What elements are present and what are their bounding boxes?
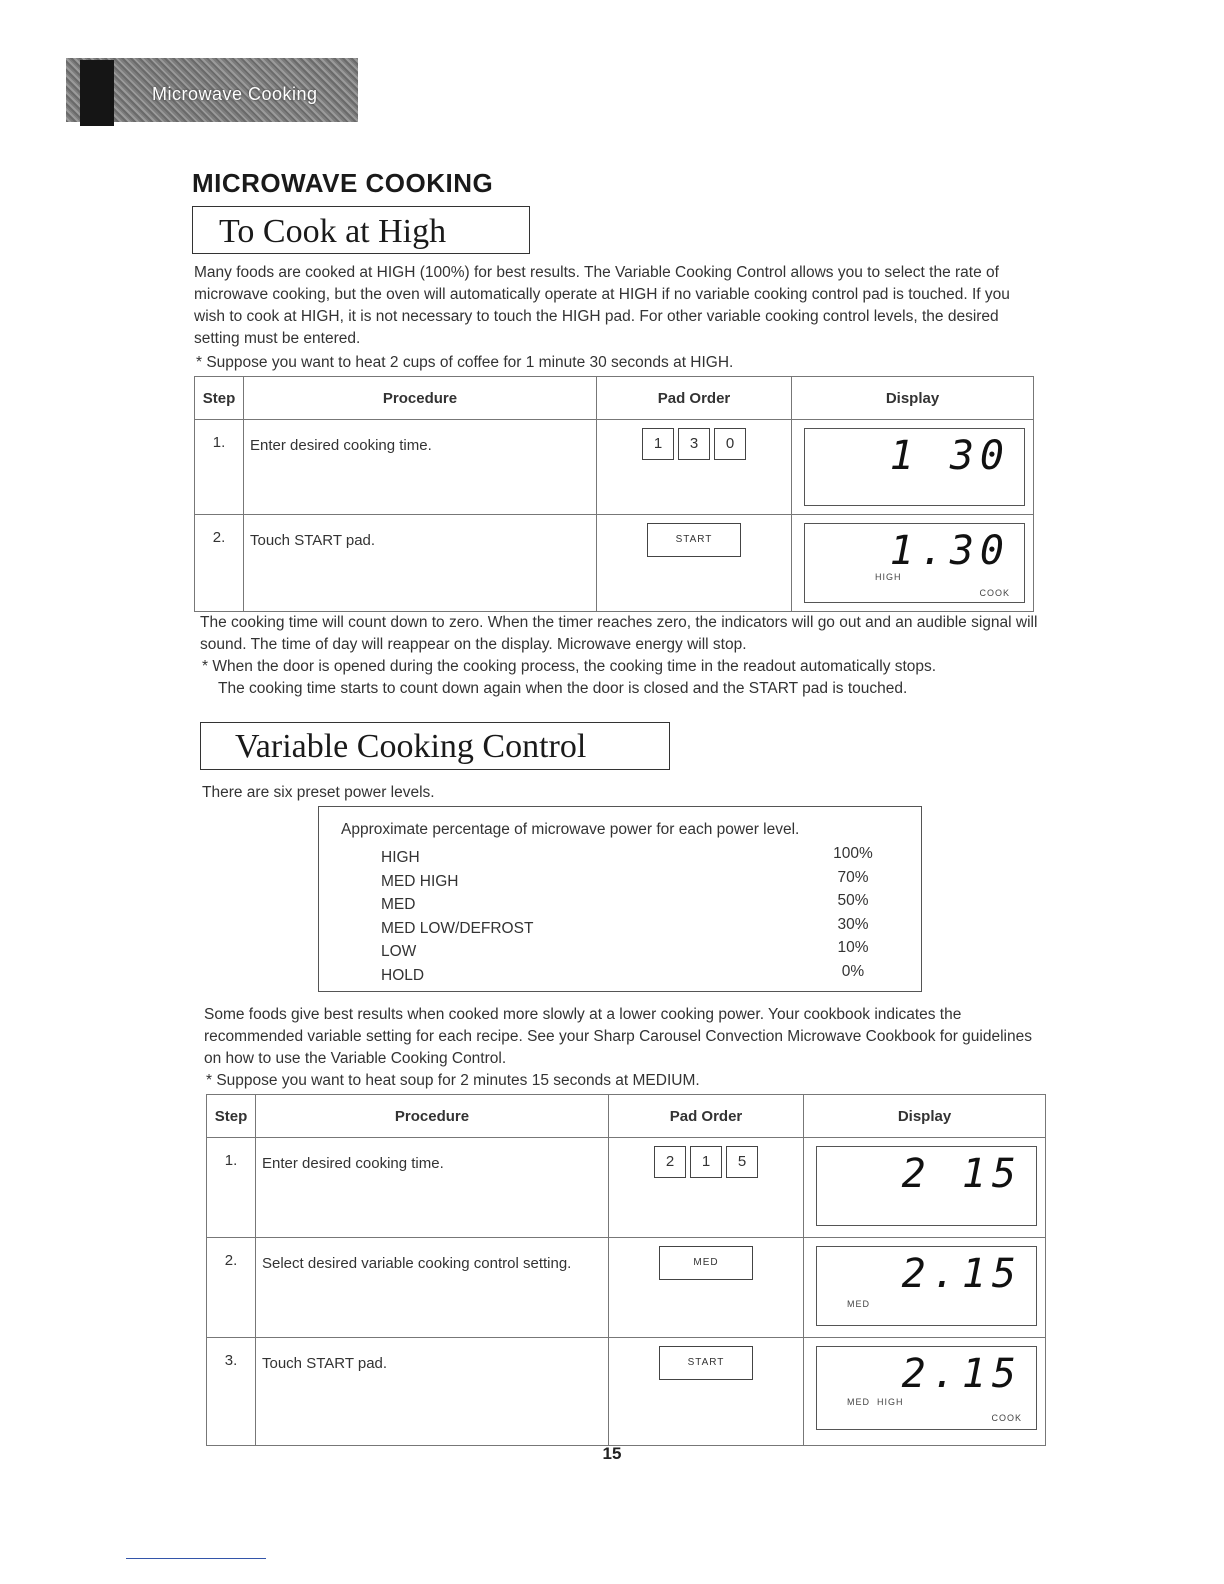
step-procedure: Touch START pad. [256,1338,609,1446]
pad-order [609,1138,804,1238]
cook-indicator: COOK [991,1413,1022,1423]
start-pad[interactable]: START [659,1346,753,1380]
step-number: 1. [207,1138,256,1238]
power-levels-box [318,806,922,992]
power-levels-list [381,845,881,986]
high-after-3: The cooking time starts to count down again when the door is closed and the START pad is touched. [218,680,908,697]
number-pad-0[interactable]: 0 [714,428,746,460]
lcd-display [816,1246,1037,1326]
step-procedure: Enter desired cooking time. [244,420,597,515]
pad-order [597,515,792,612]
power-level-row [381,963,881,987]
pad-order-header: Pad Order [609,1095,804,1138]
power-level-row [381,939,881,963]
display-cell [804,1338,1046,1446]
page-number: 15 [602,1444,622,1463]
high-indicator: HIGH [875,572,902,582]
power-level-name: MED HIGH [381,872,459,890]
section-title: MICROWAVE COOKING [192,168,494,198]
lcd-display [804,428,1025,506]
display-header: Display [804,1095,1046,1138]
high-after-2: * When the door is opened during the cooking process, the cooking time in the readout automatically stops. [202,658,937,675]
power-level-percent: 0% [841,962,865,980]
step-header: Step [195,377,244,420]
lcd-digits: 2 15 [901,1151,1022,1197]
step-number: 3. [207,1338,256,1446]
lcd-display [804,523,1025,603]
step-header: Step [207,1095,256,1138]
display-cell [792,420,1034,515]
med-pad[interactable]: MED [659,1246,753,1280]
variable-para: Some foods give best results when cooked more slowly at a lower cooking power. Your cookbook indicates the recommended variable setting for each recipe. See your Sharp Carousel Convection Microwave Cookbook for guidelines on how to use the Variable Cooking Control. [204,1006,1032,1067]
power-level-row [381,845,881,869]
lcd-digits: 2.15 [901,1351,1022,1397]
power-level-row [381,869,881,893]
number-pad-1[interactable]: 1 [690,1146,722,1178]
power-level-name: MED LOW/DEFROST [381,919,534,937]
pad-order [609,1338,804,1446]
power-level-percent: 100% [833,845,873,862]
header-tab-marker [80,60,114,126]
footer-rule [126,1558,266,1559]
power-level-name: HOLD [381,966,425,984]
step-number: 2. [207,1238,256,1338]
power-level-row [381,916,881,940]
power-level-percent: 30% [837,915,869,933]
high-example: * Suppose you want to heat 2 cups of coffee for 1 minute 30 seconds at HIGH. [196,354,734,371]
lcd-digits: 2.15 [901,1251,1022,1297]
variable-title: Variable Cooking Control [200,722,670,770]
number-pad-3[interactable]: 3 [678,428,710,460]
power-level-name: HIGH [381,849,420,866]
display-header: Display [792,377,1034,420]
procedure-header: Procedure [244,377,597,420]
number-pad-5[interactable]: 5 [726,1146,758,1178]
med-indicator: MED [847,1299,870,1309]
step-number: 1. [195,420,244,515]
pad-order [609,1238,804,1338]
pad-order [597,420,792,515]
display-cell [792,515,1034,612]
power-levels-heading: Approximate percentage of microwave power for each power level. [341,821,800,838]
lcd-digits: 1 30 [889,433,1010,479]
header-tab-label: Microwave Cooking [152,84,318,104]
med-high-indicator: MED HIGH [847,1397,904,1407]
number-pad-1[interactable]: 1 [642,428,674,460]
number-pad-2[interactable]: 2 [654,1146,686,1178]
step-number: 2. [195,515,244,612]
power-level-percent: 50% [837,892,869,909]
step-procedure: Touch START pad. [244,515,597,612]
lcd-digits: 1.30 [889,528,1010,574]
lcd-display [816,1346,1037,1430]
variable-intro: There are six preset power levels. [202,784,435,801]
start-pad[interactable]: START [647,523,741,557]
high-title: To Cook at High [192,206,530,254]
cook-indicator: COOK [979,588,1010,598]
step-procedure: Enter desired cooking time. [256,1138,609,1238]
power-level-name: MED [381,896,416,913]
procedure-header: Procedure [256,1095,609,1138]
power-level-percent: 10% [837,939,869,956]
variable-example: * Suppose you want to heat soup for 2 minutes 15 seconds at MEDIUM. [206,1072,700,1089]
step-procedure: Select desired variable cooking control setting. [256,1238,609,1338]
power-level-name: LOW [381,943,417,960]
power-level-row [381,892,881,916]
display-cell [804,1238,1046,1338]
pad-order-header: Pad Order [597,377,792,420]
variable-steps-table [206,1094,1046,1446]
high-intro: Many foods are cooked at HIGH (100%) for best results. The Variable Cooking Control allows you to select the rate of microwave cooking, but the oven will automatically operate at HIGH if no variable cooking control pad is touched. If you wish to cook at HIGH, it is not necessary to touch the HIGH pad. For other variable cooking control levels, the desired setting must be entered. [194,264,1010,347]
display-cell [804,1138,1046,1238]
lcd-display [816,1146,1037,1226]
power-level-percent: 70% [837,868,869,886]
high-after-1: The cooking time will count down to zero. When the timer reaches zero, the indicators will go out and an audible signal will sound. The time of day will reappear on the display. Microwave energy will stop. [200,614,1038,653]
high-steps-table [194,376,1034,612]
